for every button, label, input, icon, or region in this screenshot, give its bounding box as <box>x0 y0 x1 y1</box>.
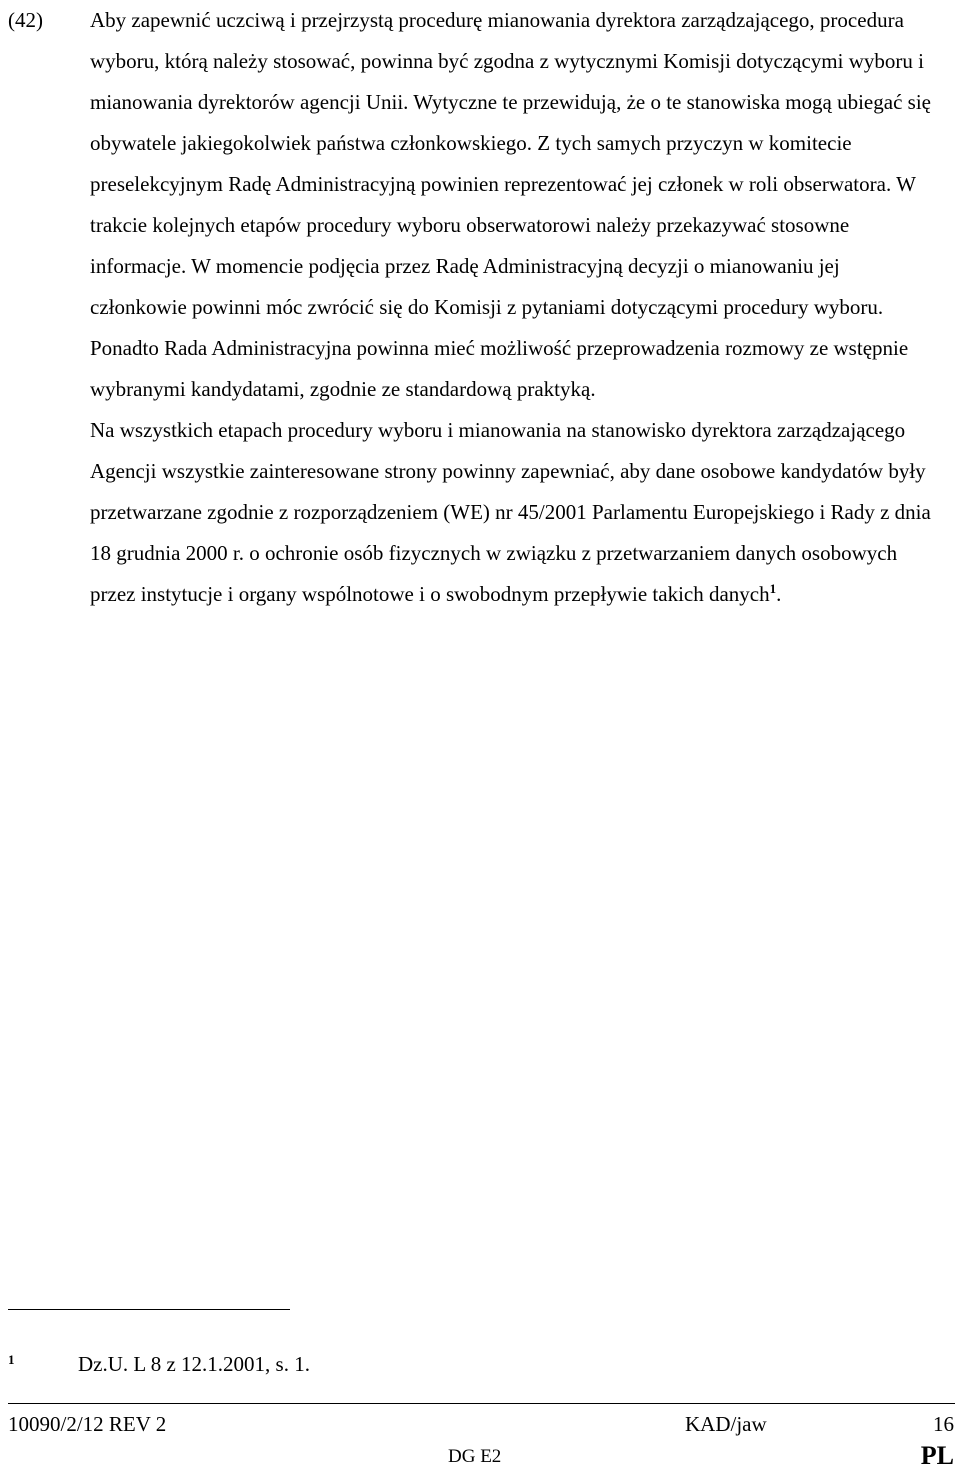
footnote-divider <box>8 1309 290 1310</box>
recital-body <box>90 0 940 615</box>
footer-divider <box>8 1403 955 1404</box>
footer-author-code: KAD/jaw <box>685 1412 767 1436</box>
footnote-text: Dz.U. L 8 z 12.1.2001, s. 1. <box>78 1352 310 1376</box>
footer-page-number: 16 <box>933 1412 954 1436</box>
recital-final-period: . <box>776 582 782 606</box>
footnote-mark: 1 <box>8 1352 15 1367</box>
recital-paragraph-2-text: Na wszystkich etapach procedury wyboru i mianowania na stanowisko dyrektora zarządzającego Agencji wszystkie zainteresowane strony powinny zapewniać, aby dane osobowe kandydatów były przetwarzane zgodnie z rozporządzeniem (WE) nr 45/2001 Parlamentu Europejskiego i Rady z dnia 18 grudnia 2000 r. o ochronie osób fizycznych w związku z przetwarzaniem danych osobowych przez instytucje i organy wspólnotowe i o swobodnym przepływie takich danych <box>90 418 931 606</box>
recital-paragraph-1: Aby zapewnić uczciwą i przejrzystą procedurę mianowania dyrektora zarządzającego, procedura wyboru, którą należy stosować, powinna być zgodna z wytycznymi Komisji dotyczącymi wyboru i mianowania dyrektorów agencji Unii. Wytyczne te przewidują, że o te stanowiska mogą ubiegać się obywatele jakiegokolwiek państwa członkowskiego. Z tych samych przyczyn w komitecie preselekcyjnym Radę Administracyjną powinien reprezentować jej członek w roli obserwatora. W trakcie kolejnych etapów procedury wyboru obserwatorowi należy przekazywać stosowne informacje. W momencie podjęcia przez Radę Administracyjną decyzji o mianowaniu jej członkowie powinni móc zwrócić się do Komisji z pytaniami dotyczącymi procedury wyboru. Ponadto Rada Administracyjna powinna mieć możliwość przeprowadzenia rozmowy ze wstępnie wybranymi kandydatami, zgodnie ze standardową praktyką. <box>90 8 931 401</box>
footer-document-reference: 10090/2/12 REV 2 <box>8 1412 167 1436</box>
footer-directorate: DG E2 <box>448 1446 502 1467</box>
footnote-reference[interactable]: 1 <box>769 581 777 596</box>
recital-number: (42) <box>8 8 43 32</box>
footer-language-code: PL <box>920 1441 954 1470</box>
recital-paragraph-2 <box>90 410 940 615</box>
